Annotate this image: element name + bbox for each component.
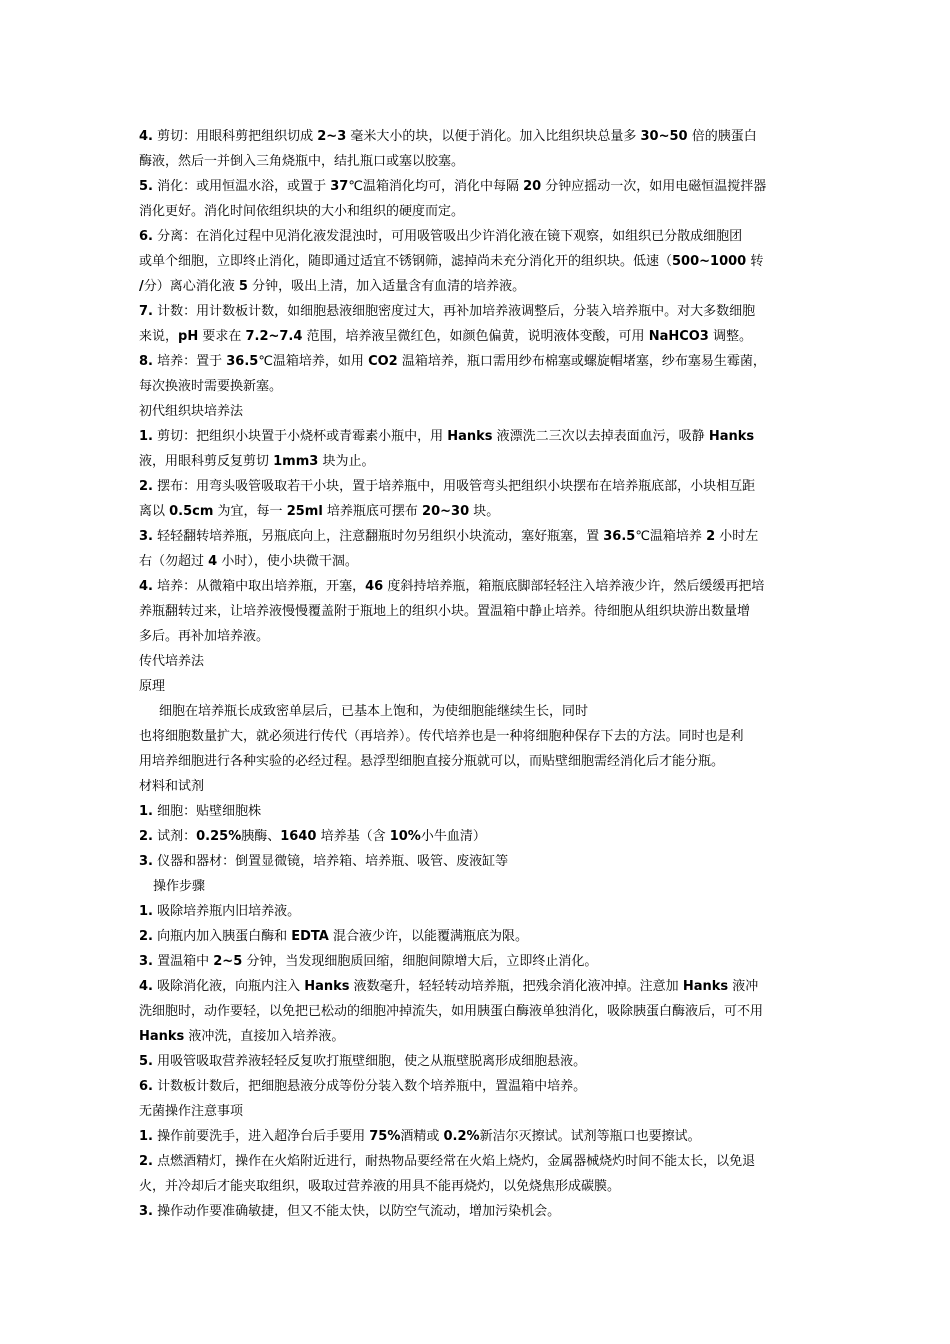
text-line: 4. 培养：从微箱中取出培养瓶，开塞，46 度斜持培养瓶，箱瓶底脚部轻轻注入培养液少许，然后缓缓再把培 [139,579,765,594]
text-line: /分）离心消化液 5 分钟，吸出上清，加入适量含有血清的培养液。 [139,279,526,294]
text-line: 初代组织块培养法 [139,404,244,419]
document-page [139,124,804,1224]
text-line: 洗细胞时，动作要轻，以免把已松动的细胞冲掉流失，如用胰蛋白酶液单独消化，吸除胰蛋白酶液后，可不用 [139,1004,764,1019]
text-line: 1. 细胞：贴壁细胞株 [139,804,262,819]
text-line: 5. 消化：或用恒温水浴，或置于 37℃温箱消化均可，消化中每隔 20 分钟应摇动一次，如用电磁恒温搅拌器 [139,179,767,194]
text-line: 酶液，然后一并倒入三角烧瓶中，结扎瓶口或塞以胶塞。 [139,154,465,169]
text-line: 养瓶翻转过来，让培养液慢慢覆盖附于瓶地上的组织小块。置温箱中静止培养。待细胞从组织块游出数量增 [139,604,751,619]
text-line: 液，用眼科剪反复剪切 1mm3 块为止。 [139,454,375,469]
text-line: 8. 培养：置于 36.5℃温箱培养，如用 CO2 温箱培养，瓶口需用纱布棉塞或螺旋帽堵塞，纱布塞易生霉菌， [139,354,766,369]
text-line: 右（勿超过 4 小时），使小块微干涸。 [139,554,358,569]
text-line: 传代培养法 [139,654,205,669]
text-line: 材料和试剂 [139,779,205,794]
text-line: 来说，pH 要求在 7.2~7.4 范围，培养液呈微红色，如颜色偏黄，说明液体变酸，可用 NaHCO3 调整。 [139,329,752,344]
text-line: Hanks 液冲洗，直接加入培养液。 [139,1029,345,1044]
text-line: 3. 轻轻翻转培养瓶，另瓶底向上，注意翻瓶时勿另组织小块流动，塞好瓶塞，置 36.5℃温箱培养 2 小时左 [139,529,759,544]
text-line: 多后。再补加培养液。 [139,629,270,644]
text-line: 每次换液时需要换新塞。 [139,379,283,394]
text-line: 无菌操作注意事项 [139,1104,244,1119]
text-line: 细胞在培养瓶长成致密单层后，已基本上饱和，为使细胞能继续生长，同时 [159,704,589,719]
text-line: 5. 用吸管吸取营养液轻轻反复吹打瓶壁细胞，使之从瓶壁脱离形成细胞悬液。 [139,1054,587,1069]
text-line: 2. 摆布：用弯头吸管吸取若干小块，置于培养瓶中，用吸管弯头把组织小块摆布在培养瓶底部，小块相互距 [139,479,756,494]
text-line: 3. 置温箱中 2~5 分钟，当发现细胞质回缩，细胞间隙增大后，立即终止消化。 [139,954,598,969]
text-line: 2. 试剂：0.25%胰酶、1640 培养基（含 10%小牛血清） [139,829,486,844]
text-line: 离以 0.5cm 为宜，每一 25ml 培养瓶底可摆布 20~30 块。 [139,504,500,519]
text-line: 也将细胞数量扩大，就必须进行传代（再培养）。传代培养也是一种将细胞种保存下去的方法。同时也是利 [139,729,744,744]
text-line: 2. 点燃酒精灯，操作在火焰附近进行，耐热物品要经常在火焰上烧灼，金属器械烧灼时间不能太长，以免退 [139,1154,756,1169]
text-line: 操作步骤 [153,879,206,894]
text-line: 或单个细胞，立即终止消化，随即通过适宜不锈钢筛，滤掉尚未充分消化开的组织块。低速（500~1000 转 [139,254,764,269]
text-line: 消化更好。消化时间依组织块的大小和组织的硬度而定。 [139,204,465,219]
text-line: 1. 操作前要洗手，进入超净台后手要用 75%酒精或 0.2%新洁尔灭擦试。试剂等瓶口也要擦试。 [139,1129,701,1144]
text-line: 6. 分离：在消化过程中见消化液发混浊时，可用吸管吸出少许消化液在镜下观察，如组织已分散成细胞团 [139,229,743,244]
text-line: 3. 仪器和器材：倒置显微镜，培养箱、培养瓶、吸管、废液缸等 [139,854,509,869]
text-line: 1. 剪切：把组织小块置于小烧杯或青霉素小瓶中，用 Hanks 液漂洗二三次以去掉表面血污，吸静 Hanks [139,429,755,444]
text-line: 6. 计数板计数后，把细胞悬液分成等份分装入数个培养瓶中，置温箱中培养。 [139,1079,587,1094]
text-line: 3. 操作动作要准确敏捷，但又不能太快，以防空气流动，增加污染机会。 [139,1204,561,1219]
text-line: 1. 吸除培养瓶内旧培养液。 [139,904,301,919]
text-line: 7. 计数：用计数板计数，如细胞悬液细胞密度过大，再补加培养液调整后，分装入培养瓶中。对大多数细胞 [139,304,756,319]
text-line: 火，并冷却后才能夹取组织，吸取过营养液的用具不能再烧灼，以免烧焦形成碳膜。 [139,1179,621,1194]
text-line: 原理 [139,679,166,694]
text-line: 2. 向瓶内加入胰蛋白酶和 EDTA 混合液少许，以能覆满瓶底为限。 [139,929,528,944]
text-line: 4. 剪切：用眼科剪把组织切成 2~3 毫米大小的块，以便于消化。加入比组织块总量多 30~50 倍的胰蛋白 [139,129,757,144]
text-line: 4. 吸除消化液，向瓶内注入 Hanks 液数毫升，轻轻转动培养瓶，把残余消化液冲掉。注意加 Hanks 液冲 [139,979,759,994]
text-line: 用培养细胞进行各种实验的必经过程。悬浮型细胞直接分瓶就可以，而贴壁细胞需经消化后才能分瓶。 [139,754,725,769]
